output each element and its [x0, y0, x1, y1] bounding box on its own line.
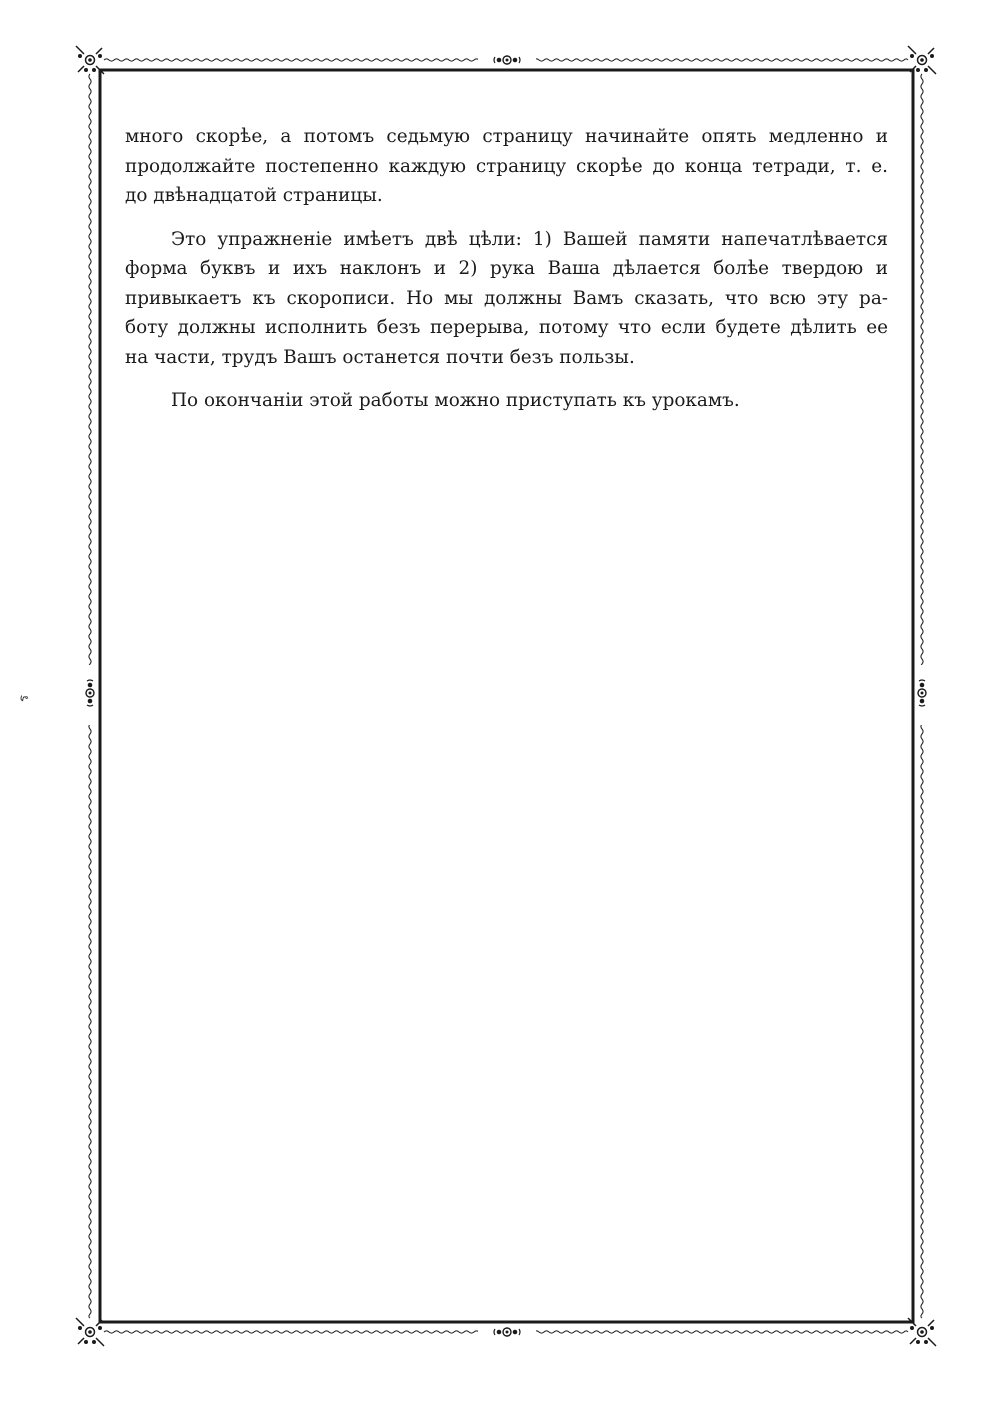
margin-mark: ร: [16, 695, 32, 702]
top-center-ornament: [478, 53, 536, 67]
document-body: [125, 122, 888, 416]
bottom-center-ornament: [478, 1325, 536, 1339]
corner-ornament-top-left: [76, 46, 104, 74]
paragraph-2: [125, 225, 888, 373]
text-line: форма буквъ и ихъ наклонъ и 2) рука Ваша дѣлается болѣе твердою и: [125, 258, 888, 279]
right-center-ornament: [915, 665, 929, 725]
corner-ornament-bottom-right: [908, 1318, 936, 1346]
text-line: до двѣнадцатой страницы.: [125, 185, 383, 206]
text-line: Это упражненіе имѣетъ двѣ цѣли: 1) Вашей памяти напечатлѣвается: [171, 228, 888, 250]
corner-ornament-top-right: [908, 46, 936, 74]
left-center-ornament: [83, 665, 97, 725]
text-line: на части, трудъ Вашъ останется почти безъ пользы.: [125, 346, 635, 368]
paragraph-1: [125, 122, 888, 211]
paragraph-3: [125, 386, 888, 416]
text-line: продолжайте постепенно каждую страницу скорѣе до конца тетради, т. е.: [125, 155, 888, 177]
text-line: боту должны исполнить безъ перерыва, потому что если будете дѣлить ее: [125, 317, 888, 338]
text-line: По окончаніи этой работы можно приступать къ урокамъ.: [171, 390, 740, 411]
text-line: много скорѣе, а потомъ седьмую страницу начинайте опять медленно и: [125, 126, 888, 147]
text-line: привыкаетъ къ скорописи. Но мы должны Вамъ сказать, что всю эту ра-: [125, 287, 888, 309]
corner-ornament-bottom-left: [76, 1318, 104, 1346]
